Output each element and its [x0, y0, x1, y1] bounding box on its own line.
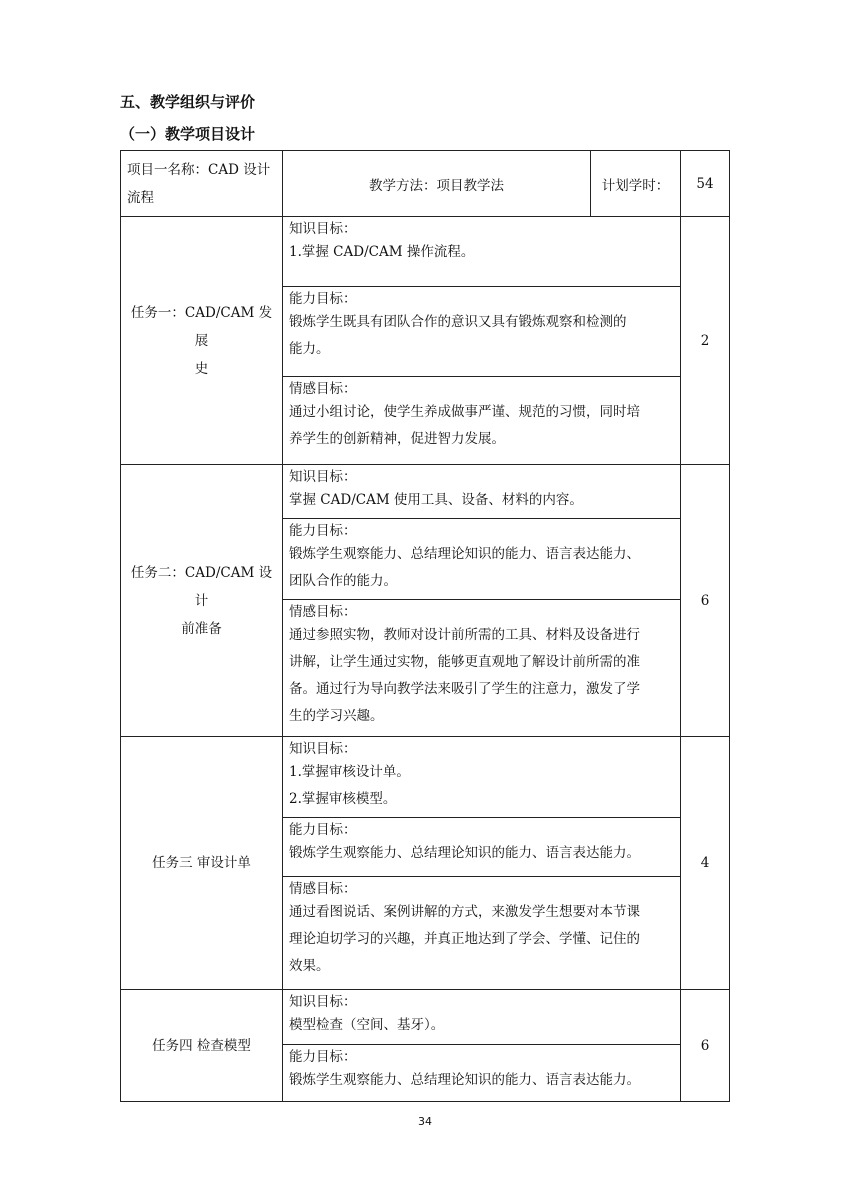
- objective-line: 1.掌握 CAD/CAM 操作流程。: [289, 244, 475, 260]
- objective-line: 通过参照实物，教师对设计前所需的工具、材料及设备进行: [289, 627, 640, 643]
- knowledge-objective-label: 知识目标：: [289, 741, 357, 757]
- task-row: [121, 217, 730, 287]
- task-title-line1: 任务一：CAD/CAM 发展: [130, 304, 273, 349]
- section-title: 五、教学组织与评价: [120, 93, 256, 111]
- objective-line: 模型检查（空间、基牙）。: [289, 1017, 445, 1033]
- ability-objective-label: 能力目标：: [289, 523, 357, 539]
- task-title-line1: 任务二：CAD/CAM 设计: [130, 564, 273, 609]
- emotion-objective-label: 情感目标：: [289, 604, 357, 620]
- objective-line: 生的学习兴趣。: [289, 708, 384, 724]
- emotion-objective-label: 情感目标：: [289, 881, 357, 897]
- objective-line: 效果。: [289, 958, 330, 974]
- knowledge-objective-label: 知识目标：: [289, 221, 357, 237]
- objective-line: 备。通过行为导向教学法来吸引了学生的注意力，激发了学: [289, 681, 640, 697]
- emotion-objective-cell: [283, 600, 681, 737]
- project-header-row: [121, 151, 730, 217]
- objective-line: 通过看图说话、案例讲解的方式，来激发学生想要对本节课: [289, 904, 640, 920]
- page-number: 34: [418, 1115, 432, 1128]
- task-row: [121, 737, 730, 818]
- task-title-line2: 史: [194, 360, 209, 377]
- objective-line: 锻炼学生既具有团队合作的意识又具有锻炼观察和检测的: [289, 314, 627, 330]
- knowledge-objective-label: 知识目标：: [289, 994, 357, 1010]
- emotion-objective-cell: [283, 877, 681, 990]
- objective-line: 锻炼学生观察能力、总结理论知识的能力、语言表达能力。: [289, 845, 640, 861]
- teaching-project-table: [120, 150, 730, 1102]
- planned-hours-label: 计划学时：: [591, 151, 681, 217]
- task-title-cell: [121, 990, 283, 1102]
- objective-line: 能力。: [289, 341, 330, 357]
- knowledge-objective-cell: [283, 465, 681, 519]
- task-title-line1: 任务四 检查模型: [152, 1037, 251, 1054]
- ability-objective-cell: [283, 287, 681, 377]
- objective-line: 2.掌握审核模型。: [289, 791, 397, 807]
- ability-objective-cell: [283, 1045, 681, 1102]
- project-name-line2: 流程: [127, 189, 154, 206]
- objective-line: 通过小组讨论，使学生养成做事严谨、规范的习惯，同时培: [289, 404, 640, 420]
- objective-line: 团队合作的能力。: [289, 573, 397, 589]
- task-hours-cell: 4: [681, 737, 730, 990]
- task-hours-cell: 2: [681, 217, 730, 465]
- emotion-objective-label: 情感目标：: [289, 381, 357, 397]
- task-title-line2: 前准备: [181, 620, 222, 637]
- teaching-method-cell: 教学方法：项目教学法: [283, 151, 591, 217]
- ability-objective-label: 能力目标：: [289, 291, 357, 307]
- task-title-line1: 任务三 审设计单: [152, 855, 251, 871]
- task-title-cell: [121, 217, 283, 465]
- ability-objective-cell: [283, 519, 681, 600]
- task-hours-cell: 6: [681, 990, 730, 1102]
- objective-line: 理论迫切学习的兴趣，并真正地达到了学会、学懂、记住的: [289, 931, 640, 947]
- task-title-cell: [121, 465, 283, 737]
- emotion-objective-cell: [283, 377, 681, 465]
- planned-hours-value: 54: [681, 151, 730, 217]
- objective-line: 讲解，让学生通过实物，能够更直观地了解设计前所需的准: [289, 654, 640, 670]
- objective-line: 锻炼学生观察能力、总结理论知识的能力、语言表达能力、: [289, 546, 640, 562]
- project-name-cell: [121, 151, 283, 217]
- objective-line: 掌握 CAD/CAM 使用工具、设备、材料的内容。: [289, 492, 583, 508]
- ability-objective-label: 能力目标：: [289, 822, 357, 838]
- task-row: [121, 990, 730, 1045]
- objective-line: 锻炼学生观察能力、总结理论知识的能力、语言表达能力。: [289, 1072, 640, 1088]
- knowledge-objective-cell: [283, 990, 681, 1045]
- project-name-line1: 项目一名称：CAD 设计: [127, 161, 271, 178]
- objective-line: 1.掌握审核设计单。: [289, 764, 410, 780]
- task-title-cell: [121, 737, 283, 990]
- knowledge-objective-label: 知识目标：: [289, 469, 357, 485]
- knowledge-objective-cell: [283, 737, 681, 818]
- ability-objective-cell: [283, 818, 681, 877]
- subsection-title: （一）教学项目设计: [120, 125, 256, 143]
- task-hours-cell: 6: [681, 465, 730, 737]
- knowledge-objective-cell: [283, 217, 681, 287]
- objective-line: 养学生的创新精神，促进智力发展。: [289, 431, 505, 447]
- task-row: [121, 465, 730, 519]
- ability-objective-label: 能力目标：: [289, 1049, 357, 1065]
